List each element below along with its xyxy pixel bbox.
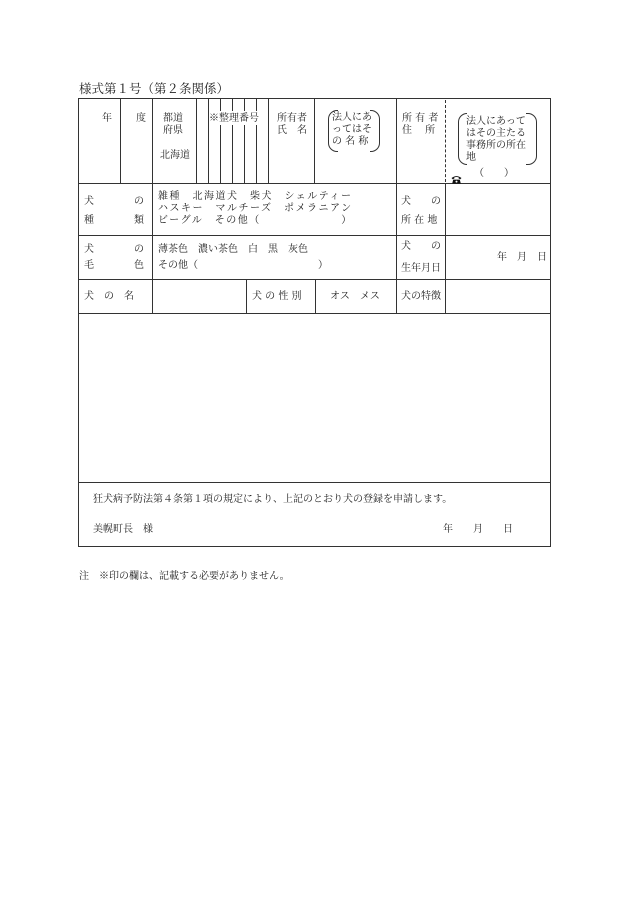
breed-options-1: 雑種 北海道犬 柴犬 シェルティー — [158, 191, 353, 202]
header-owner-name-2: 氏 名 — [277, 125, 307, 136]
footnote: 注 ※印の欄は、記載する必要がありません。 — [79, 571, 290, 582]
header-seiri-number: ※整理番号 — [209, 113, 259, 124]
dog-features-label: 犬の特徴 — [401, 291, 441, 302]
header-pref-1: 都道 — [163, 113, 183, 124]
dob-value: 年 月 日 — [497, 252, 547, 263]
breed-label-1: 犬 の — [84, 196, 144, 207]
application-date: 年 月 日 — [443, 524, 513, 535]
header-owner-addr-2: 住 所 — [402, 125, 436, 136]
dob-label-1: 犬 の — [401, 241, 441, 252]
application-statement: 狂犬病予防法第４条第１項の規定により、上記のとおり犬の登録を申請します。 — [93, 494, 453, 505]
header-year: 年 — [102, 113, 112, 124]
header-corp-name-3: の 名 称 — [332, 136, 369, 147]
coat-label-1: 犬 の — [84, 244, 144, 255]
dog-location-label-2: 所 在 地 — [401, 215, 438, 226]
header-corp-addr-4: 地 — [466, 152, 476, 163]
header-corp-addr-1: 法人にあって — [466, 116, 526, 127]
form-title: 様式第１号（第２条関係） — [79, 81, 230, 96]
header-corp-addr-2: はその主たる — [466, 128, 526, 139]
dog-name-label: 犬 の 名 — [84, 291, 134, 302]
header-pref-value: 北海道 — [160, 150, 190, 161]
coat-options-1: 薄茶色 濃い茶色 白 黒 灰色 — [158, 244, 308, 255]
coat-label-2: 毛 色 — [84, 260, 144, 271]
header-fiscal: 度 — [136, 113, 146, 124]
header-tel-paren: （ ） — [474, 168, 514, 179]
header-owner-addr-1: 所 有 者 — [402, 113, 439, 124]
dog-sex-values: オス メス — [330, 291, 380, 302]
addressee: 美幌町長 様 — [93, 524, 153, 535]
coat-options-2: その他（ ） — [158, 260, 328, 271]
breed-label-2: 種 類 — [84, 215, 144, 226]
dog-sex-label: 犬 の 性 別 — [252, 291, 302, 302]
header-corp-name-1: 法人にあ — [332, 112, 372, 123]
header-corp-name-2: ってはそ — [332, 124, 372, 135]
breed-options-3: ビーグル その他（ ） — [158, 215, 353, 226]
dog-location-label-1: 犬 の — [401, 196, 441, 207]
header-corp-addr-3: 事務所の所在 — [466, 140, 526, 151]
header-owner-name-1: 所有者 — [277, 113, 307, 124]
telephone-icon — [451, 169, 462, 188]
dob-label-2: 生年月日 — [401, 263, 441, 274]
header-pref-2: 府県 — [163, 125, 183, 136]
breed-options-2: ハスキー マルチーズ ポメラニアン — [158, 203, 353, 214]
